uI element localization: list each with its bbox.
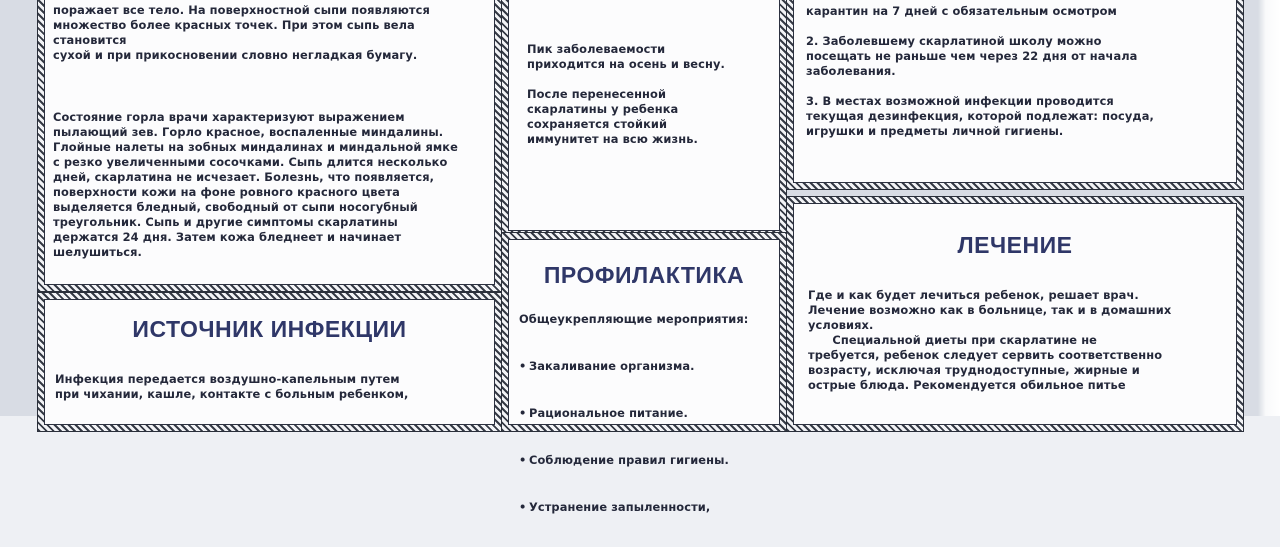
prevention-intro: Общеукрепляющие мероприятия:: [519, 312, 749, 326]
prevention-item: • Закаливание организма.: [519, 359, 779, 374]
source-body-text: Инфекция передается воздушно-капельным путем при чихании, кашле, контакте с больным ребенком,: [55, 372, 409, 401]
frame-symptoms: [37, 0, 502, 292]
treatment-body-text: Где и как будет лечиться ребенок, решает врач. Лечение возможно как в больнице, так и в домашних условиях. Специальной диеты при скарлатине не требуется, ребенок следует сервить соответственно возрасту, исключая труднодоступные, жирные и острые блюда. Рекомендуется обильное питье: [808, 288, 1172, 392]
frame-source: [37, 292, 502, 432]
prevention-title: ПРОФИЛАКТИКА: [543, 262, 745, 288]
prevention-item: • Соблюдение правил гигиены.: [519, 453, 779, 468]
frame-prevention: [501, 232, 787, 514]
frame-seasonality: [501, 0, 787, 238]
panel-seasonality: [508, 0, 780, 231]
panel-quarantine: [793, 0, 1237, 183]
prevention-item: • Устранение запыленности,: [519, 500, 779, 515]
prevention-item: • Рациональное питание.: [519, 406, 779, 421]
source-title: ИСТОЧНИК ИНФЕКЦИИ: [132, 316, 407, 342]
symptoms-body-text: Состояние горла врачи характеризуют выражением пылающий зев. Горло красное, воспаленные миндалины. Глойные налеты на зобных миндалинах и миндальной ямке с резко увеличенными сосочками. Сыпь длится несколько дней, скарлатина не исчезает. Болезнь, что появляется, поверхности кожи на фоне ровного красного цвета выделяется бледный, свободный от сыпи носогубный треугольник. Сыпь и другие симптомы скарлатины держатся 24 дня. Затем кожа бледнеет и начинает шелушиться.: [53, 110, 458, 259]
panel-prevention: [508, 239, 780, 514]
panel-treatment: [793, 203, 1237, 425]
page-edge-fade: [1258, 0, 1280, 416]
treatment-title: ЛЕЧЕНИЕ: [957, 232, 1073, 258]
panel-symptoms: [44, 0, 495, 285]
panel-source: [44, 299, 495, 425]
prevention-list: [519, 329, 779, 547]
frame-quarantine: [786, 0, 1244, 190]
symptoms-top-text: поражает все тело. На поверхностной сыпи появляются множество более красных точек. При этом сыпь вела становится сухой и при прикосновении словно негладкая бумагу.: [53, 3, 430, 62]
seasonality-text: Пик заболеваемости приходится на осень и весну. После перенесенной скарлатины у ребенка сохраняется стойкий иммунитет на всю жизнь.: [527, 42, 725, 146]
quarantine-text: карантин на 7 дней с обязательным осмотром 2. Заболевшему скарлатиной школу можно посещать не раньше чем через 22 дня от начала заболевания. 3. В местах возможной инфекции проводится текущая дезинфекция, которой подлежат: посуда, игрушки и предметы личной гигиены.: [806, 4, 1154, 138]
frame-treatment: [786, 196, 1244, 432]
